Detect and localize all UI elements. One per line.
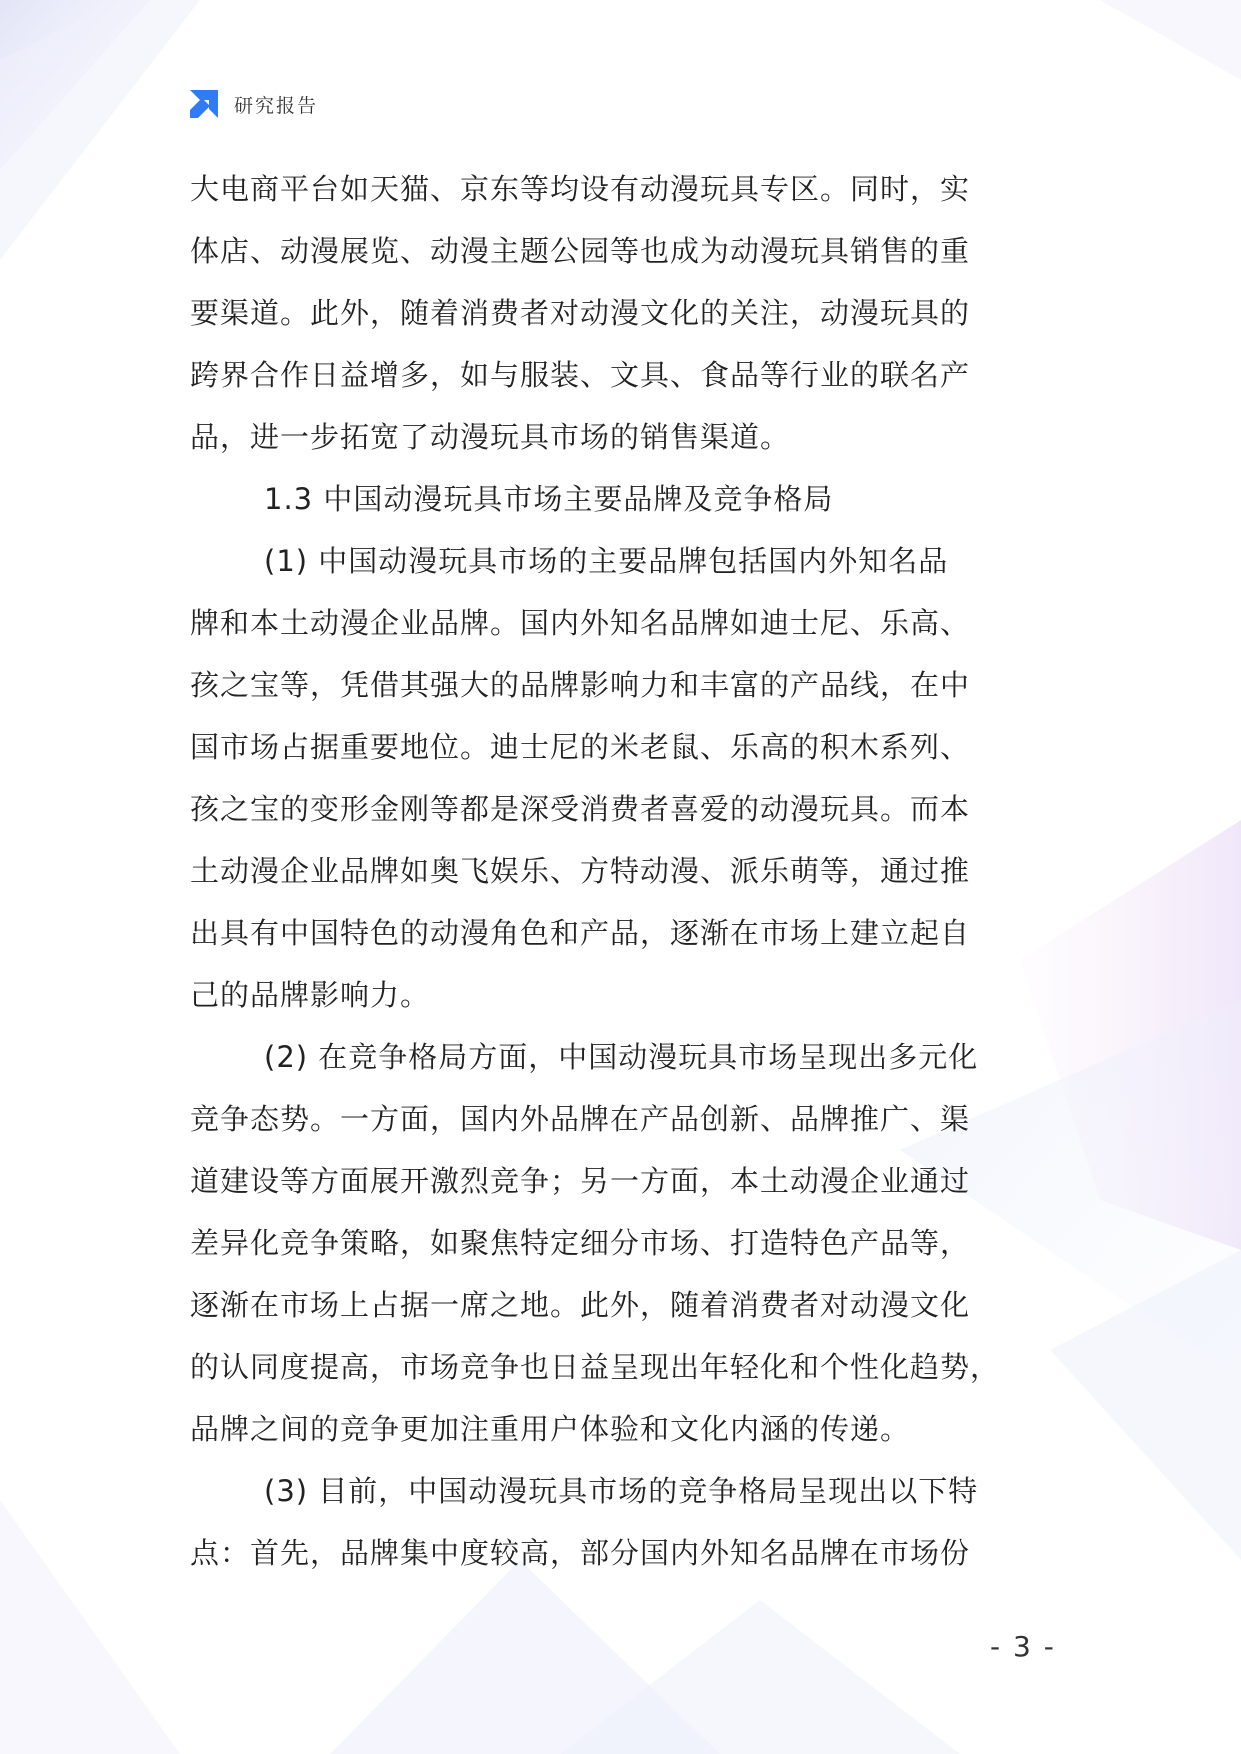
text-line: 竞争态势。一方面，国内外品牌在产品创新、品牌推广、渠 <box>190 1102 971 1136</box>
paragraph-start: (1) 中国动漫玩具市场的主要品牌包括国内外知名品 <box>264 544 949 578</box>
report-header <box>186 86 318 122</box>
text-line: 孩之宝等，凭借其强大的品牌影响力和丰富的产品线，在中 <box>190 668 971 702</box>
header-title: 研究报告 <box>234 94 319 117</box>
paragraph-start: (3) 目前，中国动漫玩具市场的竞争格局呈现出以下特 <box>264 1474 979 1508</box>
text-line: 跨界合作日益增多，如与服装、文具、食品等行业的联名产 <box>190 358 971 392</box>
text-line: 的认同度提高，市场竞争也日益呈现出年轻化和个性化趋势， <box>190 1350 1001 1384</box>
text-line: 体店、动漫展览、动漫主题公园等也成为动漫玩具销售的重 <box>190 234 971 268</box>
text-line: 差异化竞争策略，如聚焦特定细分市场、打造特色产品等， <box>190 1226 971 1260</box>
section-heading: 1.3 中国动漫玩具市场主要品牌及竞争格局 <box>264 482 834 516</box>
text-line: 孩之宝的变形金刚等都是深受消费者喜爱的动漫玩具。而本 <box>190 792 971 826</box>
text-line: 品牌之间的竞争更加注重用户体验和文化内涵的传递。 <box>190 1412 911 1446</box>
text-line: 道建设等方面展开激烈竞争；另一方面，本土动漫企业通过 <box>190 1164 971 1198</box>
paragraph-start: (2) 在竞争格局方面，中国动漫玩具市场呈现出多元化 <box>264 1040 979 1074</box>
text-line: 出具有中国特色的动漫角色和产品，逐渐在市场上建立起自 <box>190 916 971 950</box>
arrow-up-right-logo-icon <box>186 86 222 122</box>
document-body <box>190 158 1050 1584</box>
text-line: 土动漫企业品牌如奥飞娱乐、方特动漫、派乐萌等，通过推 <box>190 854 971 888</box>
text-line: 逐渐在市场上占据一席之地。此外，随着消费者对动漫文化 <box>190 1288 971 1322</box>
text-line: 大电商平台如天猫、京东等均设有动漫玩具专区。同时，实 <box>190 172 971 206</box>
text-line: 要渠道。此外，随着消费者对动漫文化的关注，动漫玩具的 <box>190 296 971 330</box>
page-number: - 3 - <box>990 1630 1056 1663</box>
text-line: 牌和本土动漫企业品牌。国内外知名品牌如迪士尼、乐高、 <box>190 606 971 640</box>
text-line: 国市场占据重要地位。迪士尼的米老鼠、乐高的积木系列、 <box>190 730 971 764</box>
text-line: 己的品牌影响力。 <box>190 978 431 1012</box>
text-line: 点：首先，品牌集中度较高，部分国内外知名品牌在市场份 <box>190 1536 971 1570</box>
text-line: 品，进一步拓宽了动漫玩具市场的销售渠道。 <box>190 420 791 454</box>
